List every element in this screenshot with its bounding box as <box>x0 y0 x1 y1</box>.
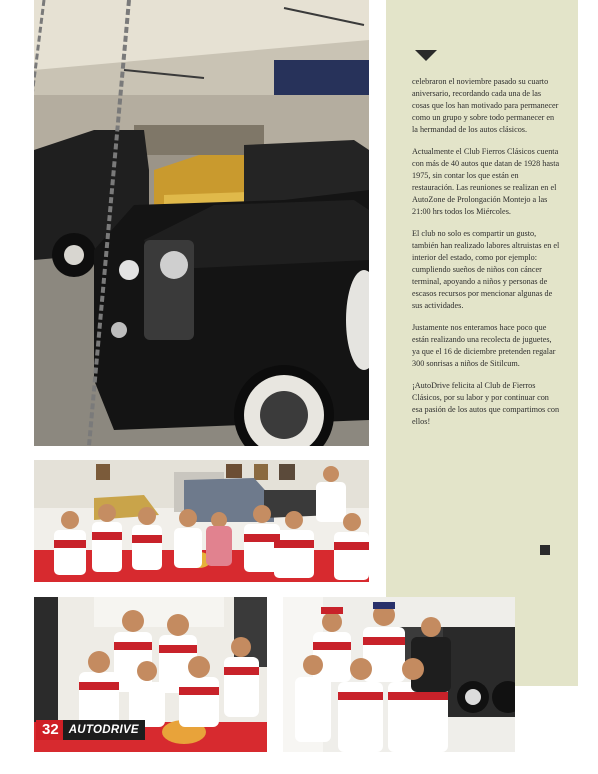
group-standing-photo <box>283 597 515 752</box>
article-paragraph-2: Actualmente el Club Fierros Clásicos cuenta con más de 40 autos que datan de 1928 hasta 1975, sin contar los que están en restauración. Las reuniones se realizan en el AutoZone de Prolongación Montejo a las 21:00 hrs todos los Miércoles. <box>412 147 560 216</box>
autodrive-logo: AUTODRIVE <box>63 720 145 740</box>
article-body <box>412 76 560 438</box>
end-of-article-square-icon <box>540 545 550 555</box>
article-paragraph-3: El club no solo es compartir un gusto, también han realizado labores altruistas en el interior del estado, como por ejemplo: cumpliendo sueños de niños con cáncer terminal, apoyando a niños y personas de escasos recursos por mencionar algunas de sus actividades. <box>412 229 560 310</box>
classic-cars-photo <box>34 0 369 446</box>
page-footer <box>36 720 145 740</box>
article-paragraph-1: celebraron el noviembre pasado su cuarto aniversario, recordando cada una de las cosas que los han motivado para permanecer como un grupo y sobre todo permanecer en la hermandad de los autos clásicos. <box>412 77 559 134</box>
article-paragraph-4: Justamente nos enteramos hace poco que están realizando una recolecta de juguetes, ya que el 16 de diciembre pretenden regalar 300 sonrisas a niños de Sitilcum. <box>412 323 556 368</box>
triangle-marker-icon <box>415 50 437 61</box>
page-number: 32 <box>36 720 63 740</box>
article-paragraph-5: ¡AutoDrive felicita al Club de Fierros Clásicos, por su labor y por continuar con esa pasión de los autos que compartimos con ellos! <box>412 381 560 426</box>
club-dinner-photo <box>34 460 369 582</box>
